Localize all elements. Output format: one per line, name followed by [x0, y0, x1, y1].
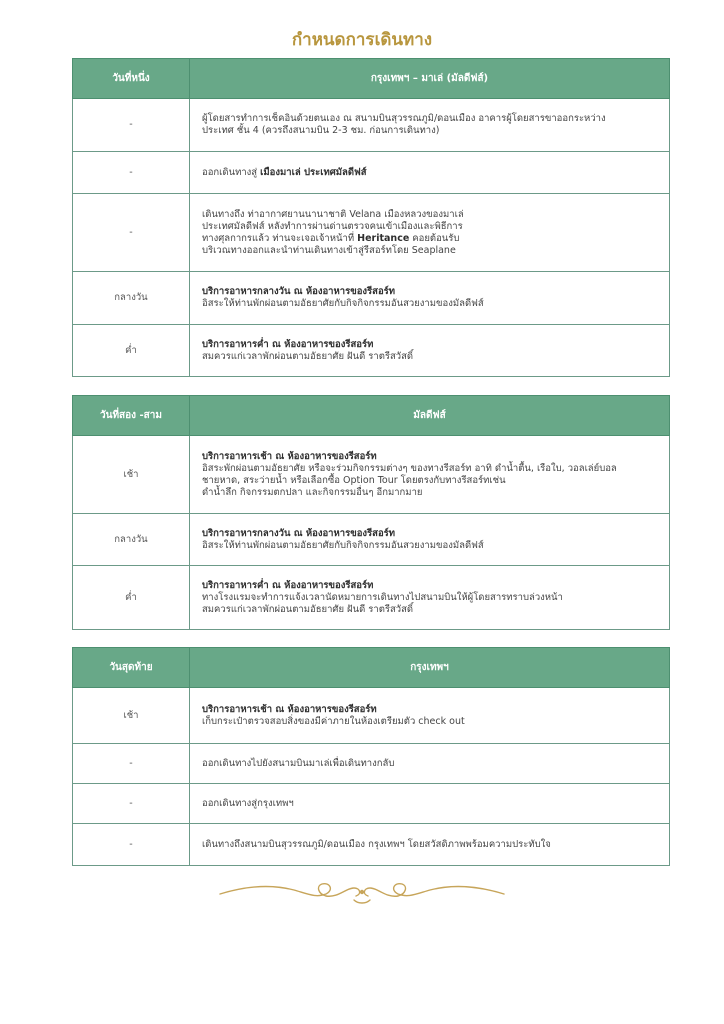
desc-line: ประเทศมัลดีฟส์ หลังทำการผ่านด่านตรวจคนเข้าเมืองและพิธีการ	[202, 220, 463, 232]
row-time: -	[73, 744, 190, 784]
table-row	[73, 272, 670, 325]
row-time: ค่ำ	[73, 325, 190, 377]
desc-line: ผู้โดยสารทำการเช็คอินด้วยตนเอง ณ สนามบินสุวรรณภูมิ/ดอนเมือง อาคารผู้โดยสารขาออกระหว่าง	[202, 113, 606, 124]
table-row	[73, 152, 670, 194]
desc-bold: บริการอาหารเช้า ณ ห้องอาหารของรีสอร์ท	[202, 450, 377, 462]
desc-line: ทางโรงแรมจะทำการแจ้งเวลานัดหมายการเดินทางไปสนามบินให้ผู้โดยสารทราบล่วงหน้า	[202, 591, 563, 603]
desc-line: ประเทศ ชั้น 4 (ควรถึงสนามบิน 2-3 ชม. ก่อนการเดินทาง)	[202, 125, 440, 136]
desc-line: อิสระให้ท่านพักผ่อนตามอัธยาศัยกับกิจกิจกรรมอันสวยงามของมัลดีฟส์	[202, 539, 484, 551]
day2-route-label: มัลดีฟส์	[190, 396, 670, 436]
desc-line: สมควรแก่เวลาพักผ่อนตามอัธยาศัย ฝันดี ราตรีสวัสดิ์	[202, 350, 414, 362]
desc-text: คอยต้อนรับ	[409, 232, 460, 244]
desc-text: ออกเดินทางสู่	[202, 166, 261, 178]
page-title: กำหนดการเดินทาง	[291, 30, 433, 50]
desc-line: เดินทางถึง ท่าอากาศยานนานาชาติ Velana เมืองหลวงของมาเล่	[202, 208, 464, 220]
day2-day-label: วันที่สอง -สาม	[73, 396, 190, 436]
desc-line: อิสระพักผ่อนตามอัธยาศัย หรือจะร่วมกิจกรรมต่างๆ ของทางรีสอร์ท อาทิ ดำน้ำตื้น, เรือใบ, วอลเล่ย์บอล	[202, 462, 617, 474]
row-time: -	[73, 824, 190, 866]
row-time: -	[73, 152, 190, 194]
day1-header-row	[73, 59, 670, 99]
table-row	[73, 436, 670, 514]
desc-line	[202, 233, 659, 245]
day2-table	[72, 395, 670, 630]
table-row	[73, 194, 670, 272]
desc-text: ทางศุลกากรแล้ว ท่านจะเจอเจ้าหน้าที่	[202, 232, 358, 244]
desc-line: อิสระให้ท่านพักผ่อนตามอัธยาศัยกับกิจกิจกรรมอันสวยงามของมัลดีฟส์	[202, 298, 484, 309]
flourish-divider-icon	[216, 876, 508, 908]
day1-route-label: กรุงเทพฯ – มาเล่ (มัลดีฟส์)	[190, 59, 670, 99]
desc-bold: บริการอาหารค่ำ ณ ห้องอาหารของรีสอร์ท	[202, 338, 374, 350]
table-row	[73, 784, 670, 824]
row-desc	[190, 272, 670, 325]
table-row	[73, 688, 670, 744]
row-time: กลางวัน	[73, 514, 190, 566]
desc-line: บริเวณทางออกและนำท่านเดินทางเข้าสู่รีสอร์ทโดย Seaplane	[202, 244, 456, 256]
day2-header-row	[73, 396, 670, 436]
desc-bold: Heritance	[357, 232, 410, 244]
row-desc: ออกเดินทางไปยังสนามบินมาเล่เพื่อเดินทางกลับ	[190, 744, 670, 784]
row-time: ค่ำ	[73, 566, 190, 630]
row-desc	[190, 688, 670, 744]
row-desc: ออกเดินทางสู่กรุงเทพฯ	[190, 784, 670, 824]
day1-day-label: วันที่หนึ่ง	[73, 59, 190, 99]
day3-route-label: กรุงเทพฯ	[190, 648, 670, 688]
row-desc	[190, 152, 670, 194]
day3-header-row	[73, 648, 670, 688]
row-time: กลางวัน	[73, 272, 190, 325]
row-time: -	[73, 194, 190, 272]
desc-line: เก็บกระเป๋าตรวจสอบสิ่งของมีค่าภายในห้องเตรียมตัว check out	[202, 715, 465, 727]
row-desc	[190, 325, 670, 377]
desc-bold: บริการอาหารค่ำ ณ ห้องอาหารของรีสอร์ท	[202, 579, 374, 591]
desc-bold: บริการอาหารเช้า ณ ห้องอาหารของรีสอร์ท	[202, 703, 377, 715]
table-row	[73, 514, 670, 566]
day3-table	[72, 647, 670, 866]
row-desc: เดินทางถึงสนามบินสุวรรณภูมิ/ดอนเมือง กรุงเทพฯ โดยสวัสดิภาพพร้อมความประทับใจ	[190, 824, 670, 866]
desc-bold: บริการอาหารกลางวัน ณ ห้องอาหารของรีสอร์ท	[202, 527, 396, 539]
row-time: -	[73, 99, 190, 152]
desc-line: ชายหาด, สระว่ายน้ำ หรือเลือกซื้อ Option Tour โดยตรงกับทางรีสอร์ทเช่น	[202, 474, 506, 486]
day3-day-label: วันสุดท้าย	[73, 648, 190, 688]
row-desc	[190, 514, 670, 566]
table-row	[73, 744, 670, 784]
desc-bold: บริการอาหารกลางวัน ณ ห้องอาหารของรีสอร์ท	[202, 286, 396, 297]
row-desc	[190, 566, 670, 630]
desc-line: สมควรแก่เวลาพักผ่อนตามอัธยาศัย ฝันดี ราตรีสวัสดิ์	[202, 603, 414, 615]
desc-bold: เมืองมาเล่ ประเทศมัลดีฟส์	[260, 166, 367, 178]
table-row	[73, 566, 670, 630]
row-time: -	[73, 784, 190, 824]
row-desc	[190, 436, 670, 514]
row-time: เช้า	[73, 436, 190, 514]
row-desc	[190, 194, 670, 272]
table-row	[73, 325, 670, 377]
row-time: เช้า	[73, 688, 190, 744]
row-desc	[190, 99, 670, 152]
day1-table	[72, 58, 670, 377]
table-row	[73, 99, 670, 152]
desc-line: ดำน้ำลึก กิจกรรมตกปลา และกิจกรรมอื่นๆ อีกมากมาย	[202, 486, 423, 498]
table-row	[73, 824, 670, 866]
